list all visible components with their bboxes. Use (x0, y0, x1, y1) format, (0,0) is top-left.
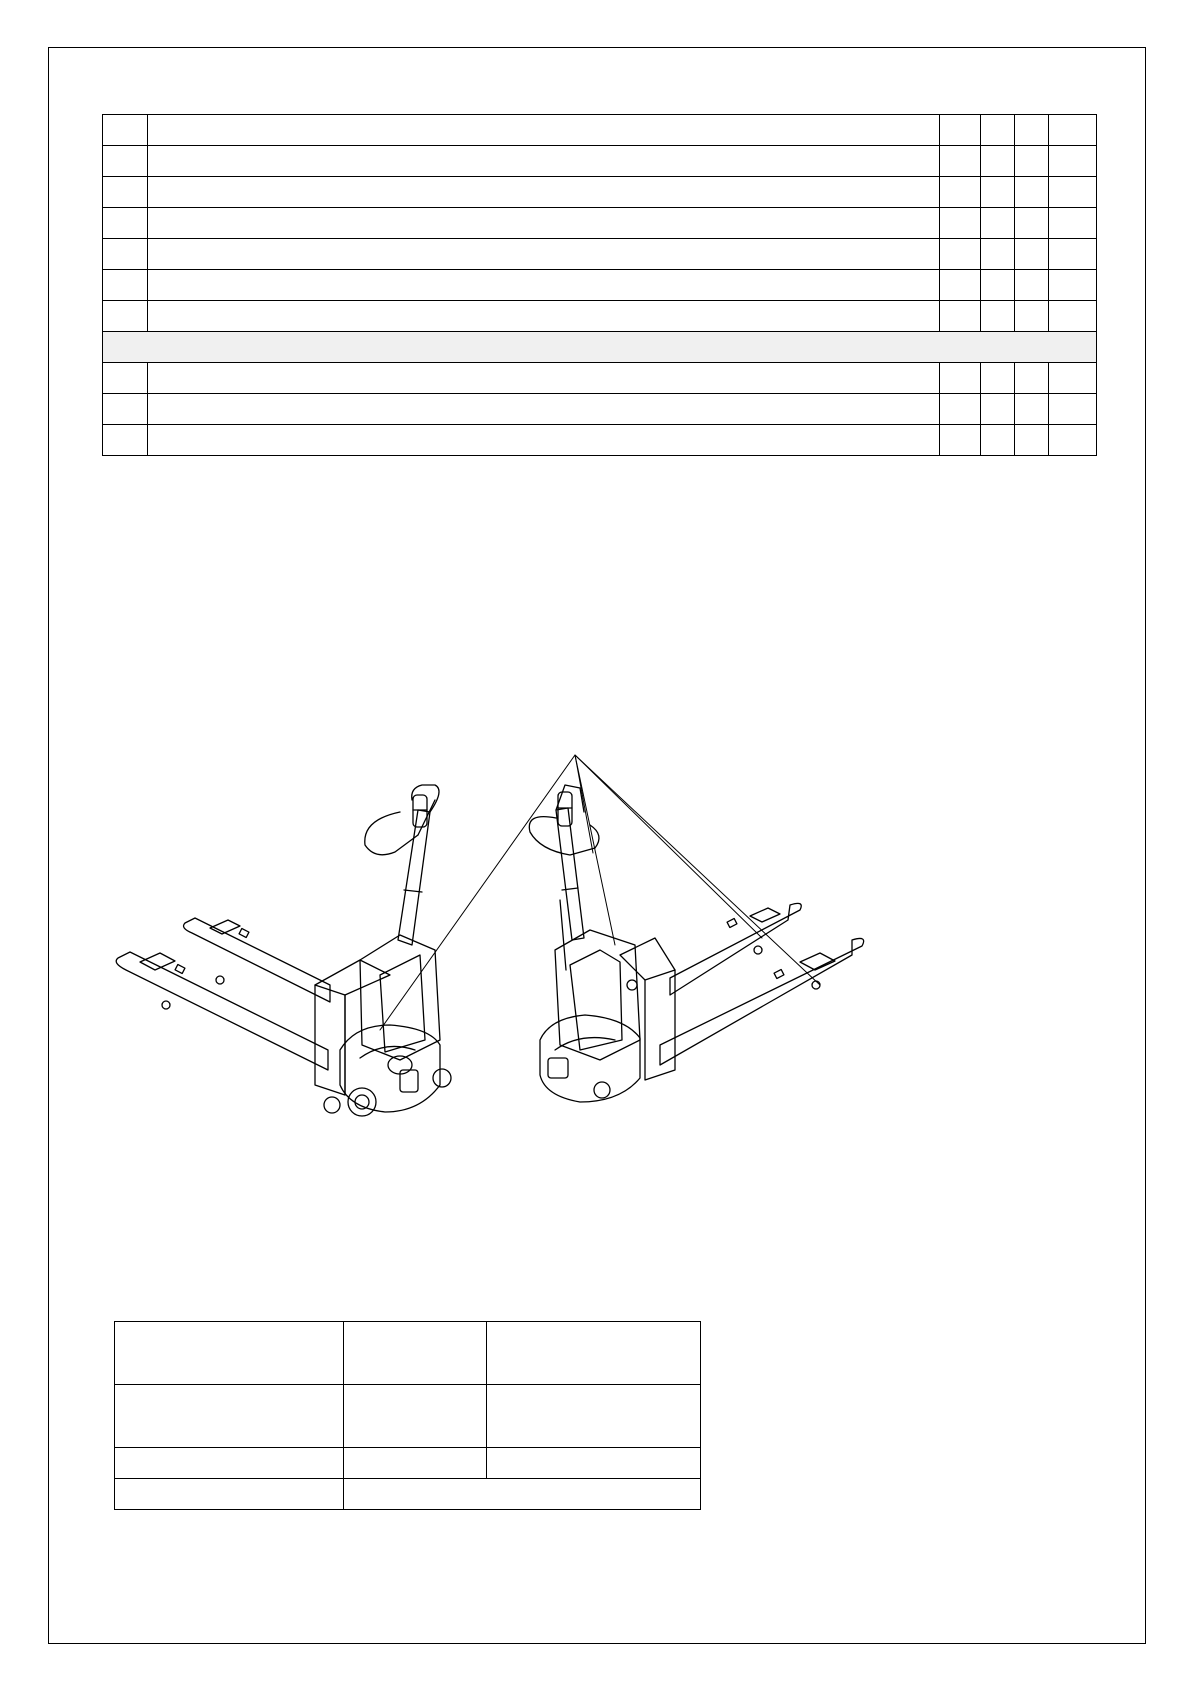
spec-merged-cell (344, 1479, 701, 1510)
checklist-row (103, 301, 1097, 332)
interval-cell (981, 394, 1015, 425)
right-pallet-truck-drawing (529, 785, 863, 1102)
left-pallet-truck-drawing (116, 785, 451, 1116)
interval-cell (940, 270, 981, 301)
interval-cell (1049, 177, 1097, 208)
checklist-row (103, 425, 1097, 456)
interval-cell (981, 208, 1015, 239)
interval-cell (981, 270, 1015, 301)
check-item (148, 363, 940, 394)
interval-cell (981, 363, 1015, 394)
interval-cell (940, 394, 981, 425)
interval-cell (940, 239, 981, 270)
row-number (103, 394, 148, 425)
spec-cell (344, 1448, 487, 1479)
spec-cell (115, 1322, 344, 1385)
interval-cell (1049, 239, 1097, 270)
row-number (103, 425, 148, 456)
spec-row (115, 1448, 701, 1479)
interval-cell (1015, 115, 1049, 146)
row-number (103, 270, 148, 301)
interval-cell (1049, 425, 1097, 456)
row-number (103, 239, 148, 270)
spec-cell (344, 1322, 487, 1385)
check-item (148, 146, 940, 177)
spec-cell (115, 1448, 344, 1479)
footer-mark (0, 1673, 60, 1685)
interval-cell (940, 208, 981, 239)
interval-cell (1049, 208, 1097, 239)
interval-cell (1049, 301, 1097, 332)
interval-cell (1015, 301, 1049, 332)
spec-row (115, 1385, 701, 1448)
interval-cell (981, 425, 1015, 456)
pallet-truck-illustration (100, 740, 920, 1170)
checklist-row (103, 394, 1097, 425)
interval-cell (1015, 363, 1049, 394)
interval-cell (1015, 270, 1049, 301)
interval-cell (1049, 270, 1097, 301)
checklist-row (103, 177, 1097, 208)
row-number (103, 115, 148, 146)
checklist-section-row (103, 332, 1097, 363)
check-item (148, 177, 940, 208)
interval-cell (940, 115, 981, 146)
check-item (148, 425, 940, 456)
spec-row (115, 1322, 701, 1385)
interval-cell (1015, 394, 1049, 425)
check-item (148, 270, 940, 301)
row-number (103, 208, 148, 239)
checklist-row (103, 115, 1097, 146)
row-number (103, 177, 148, 208)
spec-cell (344, 1385, 487, 1448)
row-number (103, 363, 148, 394)
interval-cell (1049, 115, 1097, 146)
interval-cell (1049, 146, 1097, 177)
interval-cell (940, 301, 981, 332)
check-item (148, 208, 940, 239)
interval-cell (981, 115, 1015, 146)
interval-cell (940, 425, 981, 456)
spec-cell (487, 1448, 701, 1479)
checklist-row (103, 208, 1097, 239)
interval-cell (940, 177, 981, 208)
check-item (148, 394, 940, 425)
interval-cell (940, 146, 981, 177)
checklist-row (103, 270, 1097, 301)
interval-cell (1049, 363, 1097, 394)
interval-cell (1015, 425, 1049, 456)
spec-row (115, 1479, 701, 1510)
interval-cell (1015, 146, 1049, 177)
spec-cell (115, 1385, 344, 1448)
interval-cell (1049, 394, 1097, 425)
checklist-row (103, 146, 1097, 177)
spec-cell (487, 1322, 701, 1385)
spec-cell (487, 1385, 701, 1448)
interval-cell (981, 146, 1015, 177)
check-item (148, 239, 940, 270)
checklist-row (103, 239, 1097, 270)
check-item (148, 301, 940, 332)
interval-cell (1015, 239, 1049, 270)
section-label (103, 332, 1097, 363)
spec-cell (115, 1479, 344, 1510)
interval-cell (1015, 208, 1049, 239)
maintenance-checklist-table (102, 114, 1097, 456)
interval-cell (981, 239, 1015, 270)
interval-cell (940, 363, 981, 394)
row-number (103, 301, 148, 332)
callout-leader-lines (380, 755, 820, 1030)
interval-cell (981, 301, 1015, 332)
interval-cell (1015, 177, 1049, 208)
specification-table (114, 1321, 701, 1510)
checklist-row (103, 363, 1097, 394)
interval-cell (981, 177, 1015, 208)
check-item (148, 115, 940, 146)
row-number (103, 146, 148, 177)
